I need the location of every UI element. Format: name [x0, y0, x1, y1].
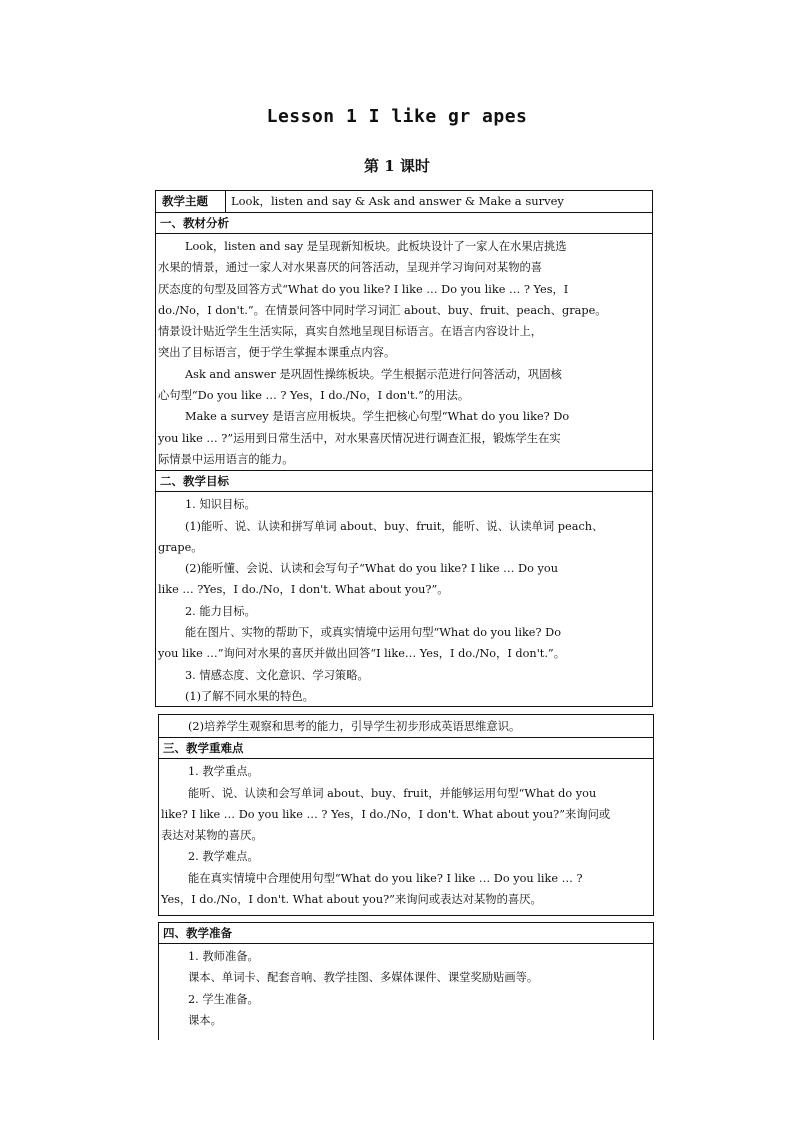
text-line: you like …”询问对水果的喜厌并做出回答“I like… Yes，I do./No，I don't.”。 [158, 647, 565, 661]
section-heading-teaching-preparation: 四、教学准备 [159, 923, 653, 944]
theme-row [156, 191, 652, 213]
text-line: 际情景中运用语言的能力。 [158, 452, 294, 466]
text-line: 心句型“Do you like … ? Yes，I do./No，I don't.”的用法。 [158, 389, 470, 403]
text-line: Ask and answer 是巩固性操练板块。学生根据示范进行问答活动，巩固核 [185, 367, 562, 381]
theme-value: Look，listen and say & Ask and answer & Make a survey [231, 194, 564, 208]
lesson-table-part-2 [158, 714, 654, 916]
section-heading-textbook-analysis: 一、教材分析 [156, 213, 652, 234]
text-line: grape。 [158, 540, 203, 554]
text-line: like … ?Yes，I do./No，I don't. What about you?”。 [158, 583, 449, 597]
text-line: 水果的情景，通过一家人对水果喜厌的问答活动，呈现并学习询问对某物的喜 [158, 261, 543, 275]
text-line: (2)培养学生观察和思考的能力，引导学生初步形成英语思维意识。 [188, 720, 521, 733]
text-line: 2. 教学难点。 [188, 850, 259, 864]
text-line: you like … ?”运用到日常生活中，对水果喜厌情况进行调查汇报，锻炼学生在实 [158, 431, 561, 445]
text-line: (2)能听懂、会说、认读和会写句子“What do you like? I like … Do you [185, 562, 558, 576]
text-line: 1. 教师准备。 [188, 950, 259, 963]
section-heading-teaching-objectives: 二、教学目标 [156, 471, 652, 492]
text-line: 课本、单词卡、配套音响、教学挂图、多媒体课件、课堂奖励贴画等。 [188, 971, 539, 985]
theme-label: 教学主题 [156, 191, 226, 212]
lesson-period: 第 1 课时 [364, 157, 430, 175]
text-line: Yes，I do./No，I don't. What about you?”来询问或表达对某物的喜厌。 [161, 893, 542, 907]
text-line: 3. 情感态度、文化意识、学习策略。 [185, 668, 369, 682]
teaching-objectives-body [156, 492, 652, 707]
text-line: 2. 学生准备。 [188, 992, 259, 1006]
text-line: do./No，I don't.”。在情景问答中同时学习词汇 about、buy、fruit、peach、grape。 [158, 303, 607, 317]
page-title: Lesson 1 I like gr apes [266, 106, 528, 127]
text-line: (1)了解不同水果的特色。 [185, 689, 314, 703]
text-line: Make a survey 是语言应用板块。学生把核心句型“What do you like? Do [185, 410, 570, 424]
lesson-table-part-3 [158, 922, 654, 1040]
text-line: 1. 教学重点。 [188, 765, 259, 779]
text-line: 突出了目标语言，便于学生掌握本课重点内容。 [158, 346, 396, 360]
textbook-analysis-body [156, 234, 652, 471]
lesson-table-part-1 [155, 190, 653, 707]
text-line: 课本。 [188, 1013, 222, 1027]
teaching-objectives-continued [159, 715, 653, 738]
text-line: 表达对某物的喜厌。 [161, 829, 263, 843]
key-difficult-points-body [159, 759, 653, 910]
section-heading-key-difficult-points: 三、教学重难点 [159, 738, 653, 759]
text-line: 2. 能力目标。 [185, 604, 256, 618]
text-line: 能在图片、实物的帮助下，或真实情境中运用句型“What do you like? Do [185, 626, 561, 640]
teaching-preparation-body [159, 944, 653, 1031]
text-line: (1)能听、说、认读和拼写单词 about、buy、fruit，能听、说、认读单词 peach、 [185, 519, 604, 533]
text-line: 1. 知识目标。 [185, 498, 256, 512]
text-line: 厌态度的句型及回答方式“What do you like? I like … Do you like … ? Yes，I [158, 282, 569, 296]
text-line: Look，listen and say 是呈现新知板块。此板块设计了一家人在水果店挑选 [185, 240, 567, 253]
text-line: 能听、说、认读和会写单词 about、buy、fruit，并能够运用句型“What do you [188, 786, 597, 800]
text-line: 能在真实情境中合理使用句型“What do you like? I like … Do you like … ? [188, 871, 583, 885]
text-line: 情景设计贴近学生生活实际，真实自然地呈现目标语言。在语言内容设计上， [158, 325, 543, 339]
text-line: like? I like … Do you like … ? Yes，I do./No，I don't. What about you?”来询问或 [161, 807, 611, 821]
